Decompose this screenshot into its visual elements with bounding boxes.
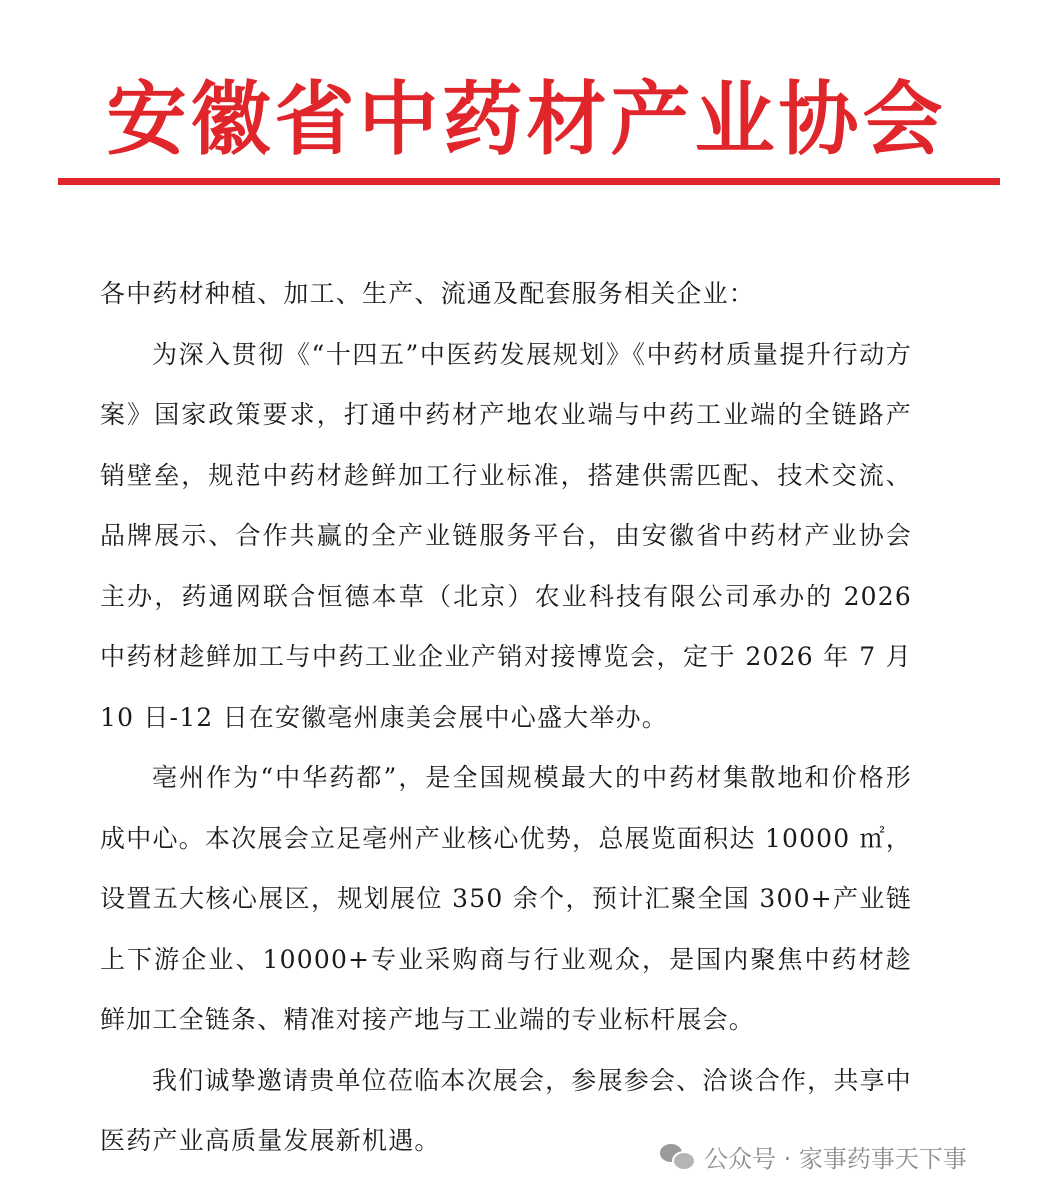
- wechat-icon: [660, 1142, 694, 1170]
- wechat-watermark: [652, 1136, 975, 1176]
- watermark-text: 公众号 · 家事药事天下事: [704, 1144, 967, 1173]
- paragraph-intro: 为深入贯彻《“十四五”中医药发展规划》《中药材质量提升行动方案》国家政策要求，打通中药材产地农业端与中药工业端的全链路产销壁垒，规范中药材趁鲜加工行业标准，搭建供需匹配、技术交流、品牌展示、合作共赢的全产业链服务平台，由安徽省中药材产业协会主办，药通网联合恒德本草（北京）农业科技有限公司承办的 2026 中药材趁鲜加工与中药工业企业产销对接博览会，定于 2026 年 7 月 10 日-12 日在安徽亳州康美会展中心盛大举办。: [100, 339, 912, 732]
- paragraph-invitation: 我们诚挚邀请贵单位莅临本次展会，参展参会、洽谈合作，共享中医药产业高质量发展新机遇。: [100, 1065, 912, 1155]
- letterhead-divider: [58, 178, 1000, 185]
- paragraph-bozhou: 亳州作为“中华药都”，是全国规模最大的中药材集散地和价格形成中心。本次展会立足亳州产业核心优势，总展览面积达 10000 ㎡，设置五大核心展区，规划展位 350 余个，预计汇聚全国 300+产业链上下游企业、10000+专业采购商与行业观众，是国内聚焦中药材趁鲜加工全链条、精准对接产地与工业端的专业标杆展会。: [100, 763, 912, 1034]
- letter-body: [100, 264, 912, 1172]
- salutation: 各中药材种植、加工、生产、流通及配套服务相关企业：: [100, 279, 756, 308]
- letterhead-title: 安徽省中药材产业协会: [106, 73, 947, 166]
